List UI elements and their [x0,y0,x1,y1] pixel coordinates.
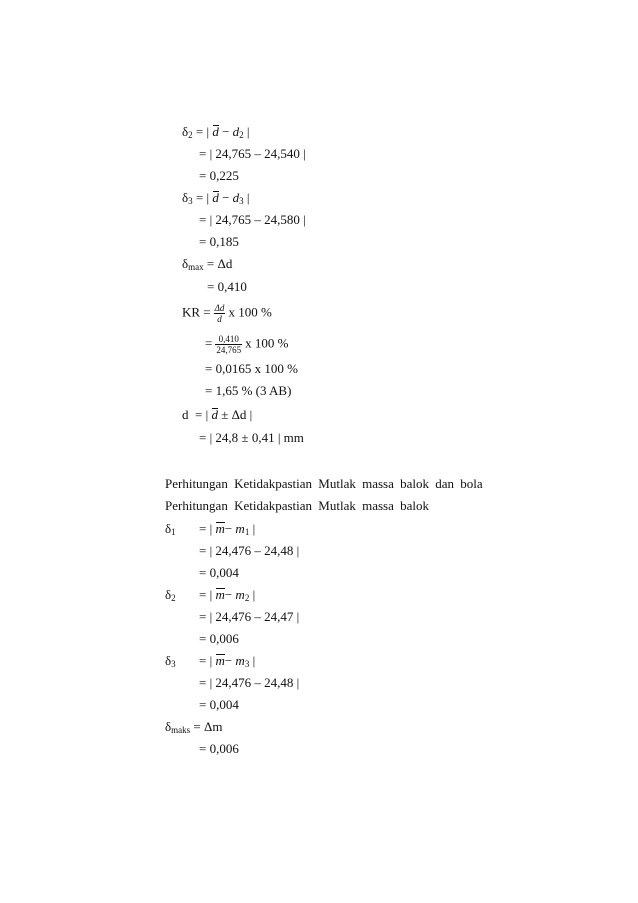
diameter-result-line1 [182,407,252,423]
m-index: 2 [244,593,250,603]
mass-delta1-expression [199,521,255,538]
equals-abs-open: = | [199,653,213,668]
diameter-delta2-line3: = 0,225 [199,168,239,183]
equals-abs-open: = | [195,190,210,205]
m-index: 1 [244,527,250,537]
minus-sign: − [224,521,233,536]
mass-delta2-line1 [165,587,176,604]
kr-fraction-numerator: Δd [214,303,225,313]
mass-delta3-line2: = | 24,476 – 24,48 | [199,675,300,690]
mean-d: d [212,124,219,139]
delta-index: 3 [171,659,176,669]
section-heading-2: Perhitungan Ketidakpastian Mutlak massa balok [165,498,430,513]
diameter-delta3-line2: = | 24,765 – 24,580 | [199,212,306,227]
equals-abs-open: = | [195,407,209,422]
abs-close: | [252,587,256,602]
delta-symbol: δ [165,719,172,734]
kr-line4: = 1,65 % (3 AB) [205,383,292,398]
delta-index: 2 [188,130,193,140]
mass-delta-maks-value: = 0,006 [199,741,239,756]
diameter-delta2-line2: = | 24,765 – 24,540 | [199,146,306,161]
d-variable: d [232,124,240,139]
mass-delta3-expression [199,653,255,670]
kr-line2-equals: = [205,335,213,351]
mass-delta3-line1 [165,653,176,670]
diameter-delta2-line1 [182,124,250,141]
m-index: 3 [244,659,250,669]
d-index: 2 [239,130,244,140]
equals-abs-open: = | [195,124,210,139]
mass-delta1-line1 [165,521,176,538]
delta-maks-sub: maks [171,725,191,735]
m-variable: m [235,587,245,602]
delta-symbol: δ [165,587,172,602]
mass-delta-maks [165,719,222,736]
kr-line2-fraction [215,334,242,355]
mean-d: d [211,407,218,422]
m-variable: m [235,521,245,536]
diameter-result-value: = | 24,8 ± 0,41 | mm [199,430,304,445]
kr-line2 [205,334,288,355]
kr-line2-denominator: 24,765 [216,345,242,355]
abs-close: | [246,124,250,139]
kr-label: KR = [182,304,211,320]
mean-m: m [215,653,225,668]
abs-close: | [252,521,256,536]
kr-line1 [182,303,272,324]
section-heading-1: Perhitungan Ketidakpastian Mutlak massa balok dan bola [165,476,483,491]
result-label: d [182,407,189,422]
delta-symbol: δ [182,124,189,139]
abs-close: | [252,653,256,668]
diameter-delta3-line1 [182,190,250,207]
kr-line3: = 0,0165 x 100 % [205,361,298,376]
delta-index: 1 [171,527,176,537]
mean-d: d [212,190,219,205]
delta-maks-rest: = Δm [193,719,223,734]
mass-delta3-line3: = 0,004 [199,697,239,712]
minus-sign: − [224,653,233,668]
kr-fraction [214,303,226,324]
mean-m: m [215,587,225,602]
diameter-delta-max-value: = 0,410 [207,279,247,294]
delta-index: 2 [171,593,176,603]
diameter-delta3-line3: = 0,185 [199,234,239,249]
mass-delta2-expression [199,587,255,604]
mass-delta1-line2: = | 24,476 – 24,48 | [199,543,300,558]
kr-line2-rest: x 100 % [245,335,289,351]
mass-delta1-line3: = 0,004 [199,565,239,580]
minus-sign: − [222,124,230,139]
delta-symbol: δ [182,190,189,205]
mass-delta2-line2: = | 24,476 – 24,47 | [199,609,300,624]
equals-abs-open: = | [199,521,213,536]
delta-symbol: δ [165,521,172,536]
kr-fraction-denominator: d [217,314,222,324]
diameter-delta-max [182,256,232,273]
result-rest: ± Δd | [221,407,253,422]
mass-delta2-line3: = 0,006 [199,631,239,646]
minus-sign: − [224,587,233,602]
delta-max-rest: = Δd [206,256,233,271]
delta-max-sub: max [188,262,204,272]
minus-sign: − [222,190,230,205]
kr-rest: x 100 % [228,304,272,320]
m-variable: m [235,653,245,668]
delta-index: 3 [188,196,193,206]
d-variable: d [232,190,240,205]
kr-line2-numerator: 0,410 [215,334,242,345]
mean-m: m [215,521,225,536]
d-index: 3 [239,196,244,206]
delta-symbol: δ [182,256,189,271]
abs-close: | [246,190,250,205]
delta-symbol: δ [165,653,172,668]
equals-abs-open: = | [199,587,213,602]
